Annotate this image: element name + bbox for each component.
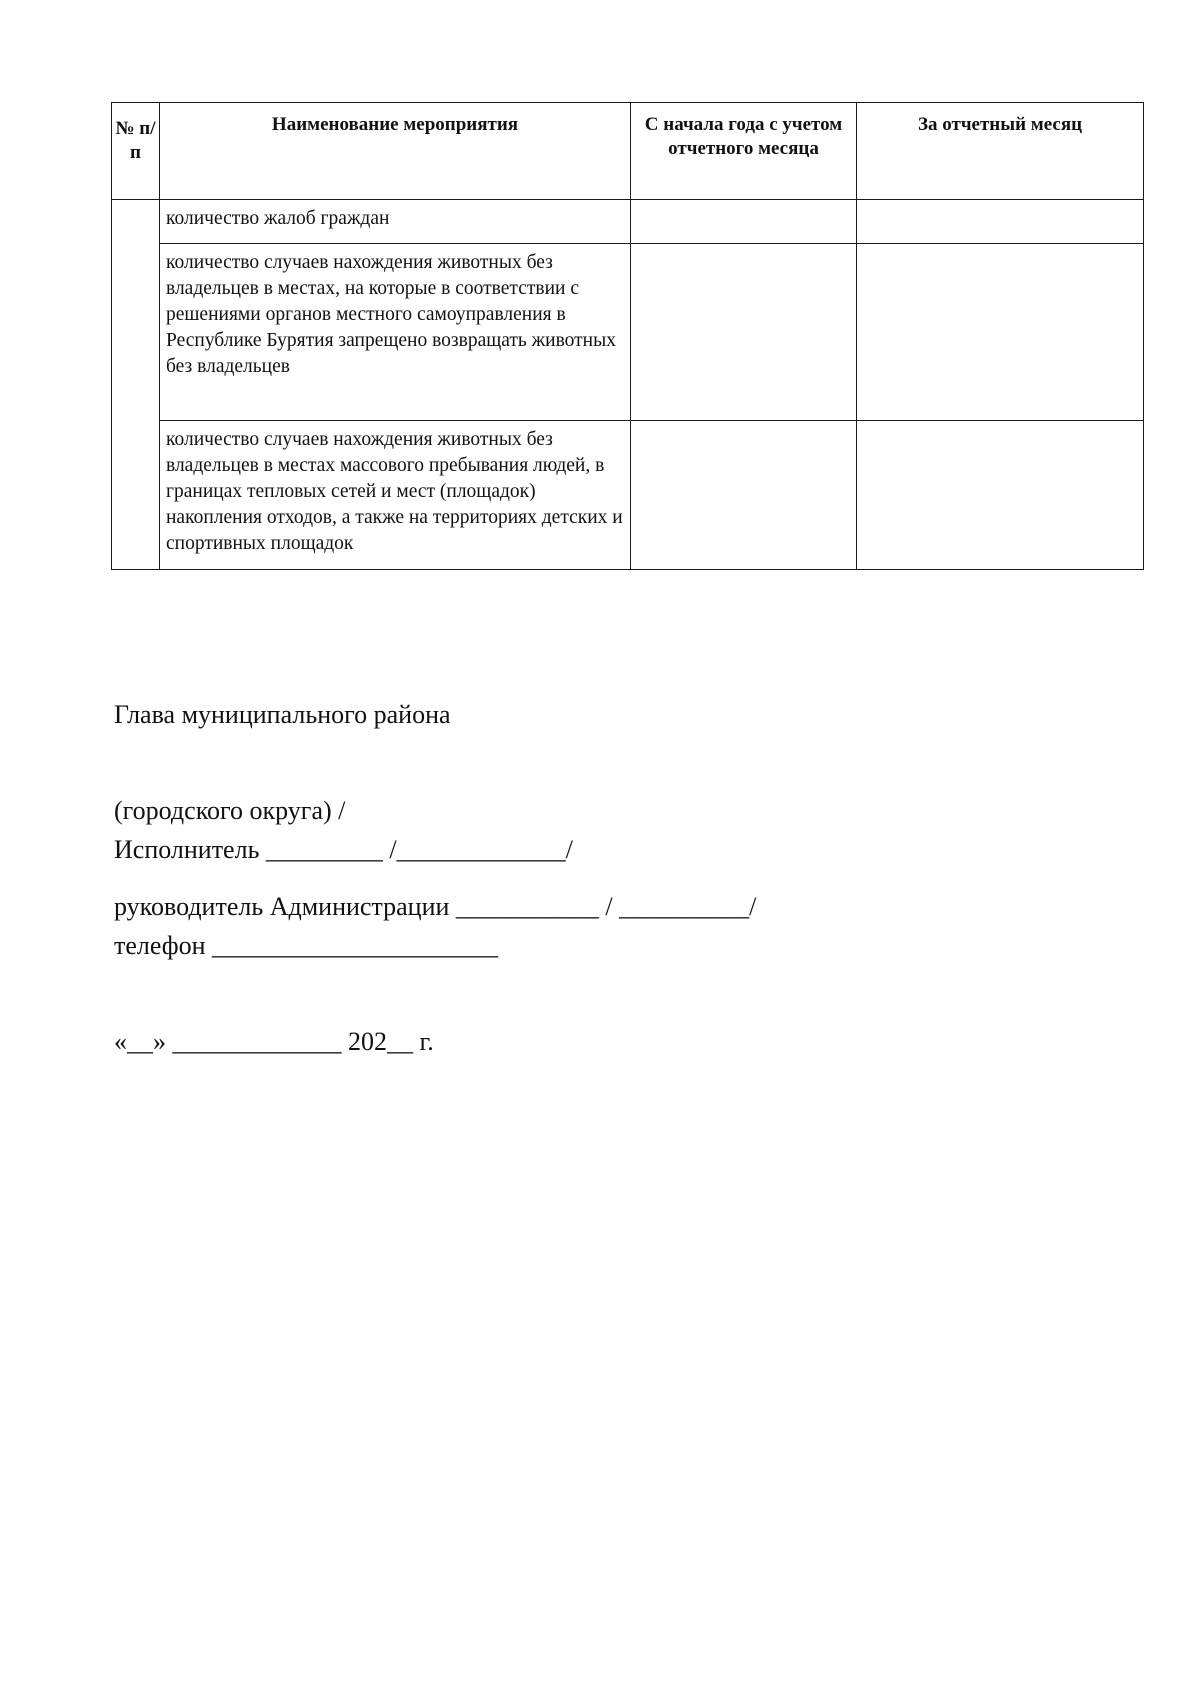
report-table bbox=[111, 102, 1144, 570]
reporting-month-cell bbox=[857, 200, 1144, 244]
year-to-date-cell bbox=[631, 244, 857, 421]
header-reporting-month: За отчетный месяц bbox=[857, 103, 1144, 200]
number-cell bbox=[112, 200, 160, 570]
signature-title-line: Глава муниципального района bbox=[114, 700, 451, 729]
signature-admin-line: руководитель Администрации ___________ / __________/ bbox=[114, 892, 757, 921]
reporting-month-cell bbox=[857, 421, 1144, 570]
event-name-cell: количество случаев нахождения животных без владельцев в местах массового пребывания людей, в границах тепловых сетей и мест (площадок) накопления отходов, а также на территориях детских и спортивных площадок bbox=[160, 421, 631, 570]
table-header-row bbox=[112, 103, 1144, 200]
executor-line: Исполнитель _________ /_____________/ bbox=[114, 835, 573, 864]
event-name-cell: количество жалоб граждан bbox=[160, 200, 631, 244]
reporting-month-cell bbox=[857, 244, 1144, 421]
table-row bbox=[112, 421, 1144, 570]
date-line: «__» _____________ 202__ г. bbox=[114, 1027, 434, 1056]
executor-block bbox=[114, 770, 573, 1090]
event-name-cell: количество случаев нахождения животных без владельцев в местах, на которые в соответствии с решениями органов местного самоуправления в Республике Бурятия запрещено возвращать животных без владельцев bbox=[160, 244, 631, 421]
header-number: № п/п bbox=[112, 103, 160, 200]
signature-district-line: (городского округа) / bbox=[114, 796, 346, 825]
table-row bbox=[112, 200, 1144, 244]
header-year-to-date: С начала года с учетом отчетного месяца bbox=[631, 103, 857, 200]
header-event-name: Наименование мероприятия bbox=[160, 103, 631, 200]
year-to-date-cell bbox=[631, 421, 857, 570]
table-row bbox=[112, 244, 1144, 421]
year-to-date-cell bbox=[631, 200, 857, 244]
phone-line: телефон ______________________ bbox=[114, 931, 498, 960]
